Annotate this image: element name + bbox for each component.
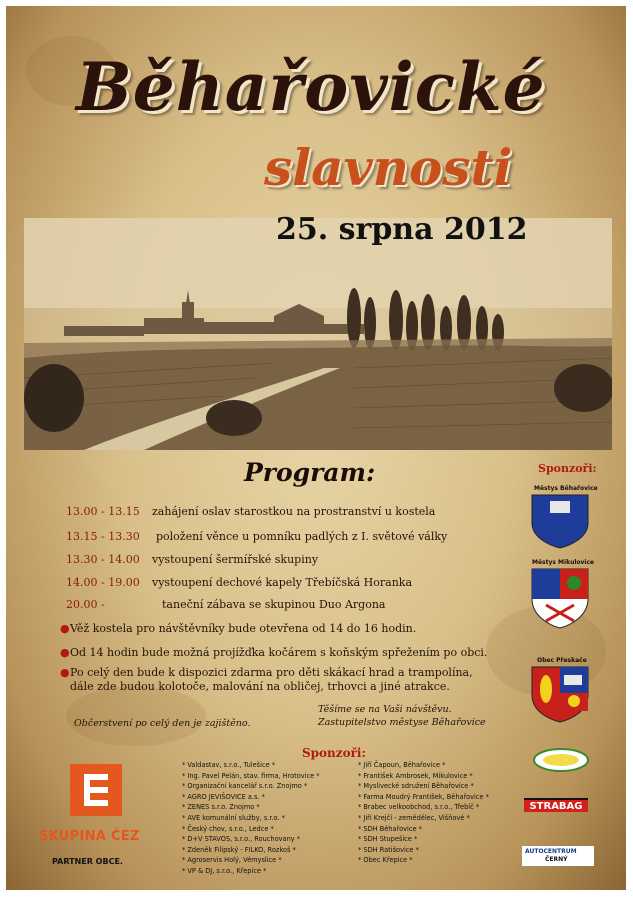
- crest-label: Městys Běhařovice: [534, 485, 598, 492]
- sponsor-item: * AGRO JEVIŠOVICE a.s. *: [182, 792, 265, 801]
- note-text: dále zde budou kolotoče, malování na obličej, trhovci a jiné atrakce.: [70, 680, 450, 693]
- mikulovice-crest-icon: [530, 567, 590, 629]
- welcome-text: Těšíme se na Vaši návštěvu.: [318, 704, 452, 715]
- behařovice-crest-icon: [530, 493, 590, 549]
- schedule-time: 13.30 - 14.00: [66, 553, 140, 566]
- paper-stain: [66, 686, 206, 746]
- sponsor-item: * Valdastav, s.r.o., Tulešice *: [182, 761, 276, 769]
- sponsor-item: * SDH Ratišovice *: [358, 845, 419, 854]
- sponsor-item: * Agroservis Holý, Vémyslice *: [182, 856, 282, 865]
- sponsor-logo-icon: [532, 746, 590, 774]
- schedule-time: 14.00 - 19.00: [66, 576, 140, 589]
- sponsors-list-left: [182, 760, 320, 877]
- cez-partner: PARTNER OBCE.: [52, 857, 123, 866]
- sponsor-item: * Zdeněk Filipský - FILKO, Rozkoš *: [182, 845, 296, 854]
- schedule-time: 20.00 -: [66, 598, 105, 611]
- note-text: Po celý den bude k dispozici zdarma pro děti skákací hrad a trampolína,: [70, 666, 473, 679]
- cez-label: SKUPINA ČEZ: [39, 829, 140, 844]
- council-signature: Zastupitelstvo městyse Běhařovice: [318, 717, 486, 728]
- schedule-desc: vystoupení dechové kapely Třebíčská Horanka: [152, 576, 413, 589]
- sponsor-item: * Český chov, s.r.o., Ledce *: [182, 824, 274, 833]
- sponsor-item: * Brabec velkoobchod, s.r.o., Třebíč *: [358, 803, 480, 812]
- title-main: Běhařovické: [76, 48, 546, 126]
- note-text: Věž kostela pro návštěvníky bude otevřena od 14 do 16 hodin.: [70, 622, 417, 635]
- title-secondary: slavnosti: [264, 138, 513, 197]
- sponsor-item: * Jiří Čapoun, Běhařovice *: [358, 761, 446, 769]
- sponsor-item: * VP & DJ, s.r.o., Křepice *: [182, 866, 267, 875]
- sponsor-item: * ZENES s.r.o. Znojmo *: [182, 803, 260, 812]
- sponsor-item: * Obec Křepice *: [358, 856, 413, 865]
- schedule-desc: vystoupení šermířské skupiny: [152, 553, 319, 566]
- program-heading: Program:: [244, 458, 376, 487]
- note-item: [60, 666, 473, 680]
- poster: [6, 6, 626, 890]
- crest-label: Městys Mikulovice: [532, 559, 595, 566]
- sponsor-item: * Farma Moudrý František, Běhařovice *: [358, 792, 489, 801]
- crest-label: Obec Přeskače: [537, 657, 587, 664]
- note-text: Od 14 hodin bude možná projížďka kočárem s koňským spřežením po obci.: [70, 646, 488, 659]
- sponsor-item: * Jiří Krejčí - zemědělec, Višňové *: [358, 813, 470, 822]
- strabag-logo: STRABAG: [524, 798, 588, 812]
- note-item-continued: [70, 680, 450, 694]
- sponsor-item: * SDH Stupešice *: [358, 835, 418, 844]
- sponsors-crests-heading: Sponzoři:: [538, 462, 597, 475]
- preskace-crest-icon: [530, 665, 590, 723]
- sponsor-item: * František Ambrosek, Mikulovice *: [358, 771, 473, 780]
- sponsor-item: * D+V STAVOS, s.r.o., Rouchovany *: [182, 835, 301, 844]
- autocentrum-line: AUTOCENTRUM: [525, 848, 577, 855]
- note-item: [60, 622, 417, 636]
- schedule-desc: taneční zábava se skupinou Duo Argona: [162, 598, 386, 611]
- schedule-time: 13.00 - 13.15: [66, 505, 140, 518]
- refreshments-note: Občerstvení po celý den je zajištěno.: [74, 718, 251, 729]
- schedule-time: 13.15 - 13.30: [66, 530, 140, 543]
- bullet-icon: ●: [60, 622, 70, 635]
- schedule-desc: položení věnce u pomníku padlých z I. světové války: [156, 530, 448, 543]
- cez-logo: [70, 764, 122, 816]
- cez-logo-icon: [70, 764, 122, 816]
- autocentrum-logo: [522, 846, 594, 866]
- sponsor-item: * AVE komunální služby, s.r.o. *: [182, 813, 285, 822]
- sponsor-item: * Organizační kancelář s.r.o. Znojmo *: [182, 782, 308, 791]
- bullet-icon: ●: [60, 666, 70, 679]
- event-date: 25. srpna 2012: [276, 212, 528, 247]
- sponsors-heading: Sponzoři:: [302, 746, 366, 760]
- sponsor-item: * Myslivecké sdružení Běhařovice *: [358, 782, 474, 791]
- note-item: [60, 646, 488, 660]
- schedule-desc: zahájení oslav starostkou na prostranství u kostela: [152, 505, 436, 518]
- village-engraving: [24, 218, 612, 450]
- sponsor-item: * Ing. Pavel Pelán, stav. firma, Hrotovice *: [182, 771, 320, 780]
- sponsors-list-right: [358, 760, 489, 866]
- autocentrum-line: ČERNÝ: [545, 856, 568, 863]
- sponsor-item: * SDH Běhařovice *: [358, 824, 422, 833]
- bullet-icon: ●: [60, 646, 70, 659]
